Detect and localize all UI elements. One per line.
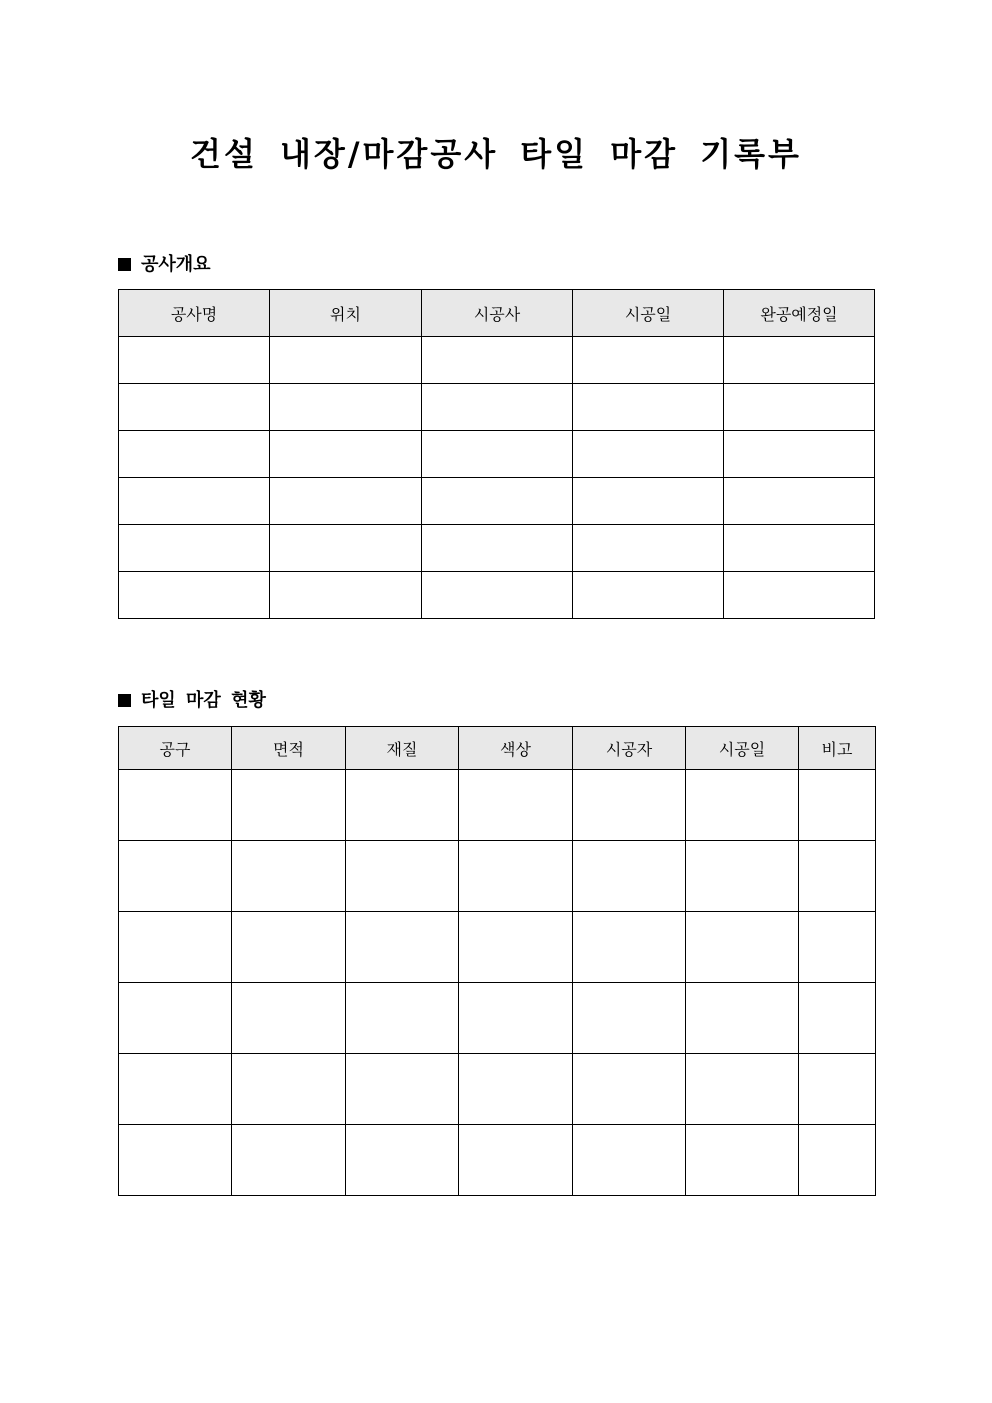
- table-cell[interactable]: [346, 912, 459, 983]
- table-cell[interactable]: [573, 525, 724, 572]
- table-cell[interactable]: [573, 337, 724, 384]
- table-cell[interactable]: [119, 1125, 232, 1196]
- table-cell[interactable]: [232, 983, 346, 1054]
- table-cell[interactable]: [422, 525, 573, 572]
- table-cell[interactable]: [270, 572, 422, 619]
- column-header-section: 공구: [119, 727, 232, 770]
- table-cell[interactable]: [573, 770, 686, 841]
- table-cell[interactable]: [346, 770, 459, 841]
- table-cell[interactable]: [232, 770, 346, 841]
- table-cell[interactable]: [686, 770, 799, 841]
- column-header-construction-date: 시공일: [573, 290, 724, 337]
- table-cell[interactable]: [119, 572, 270, 619]
- table-cell[interactable]: [422, 384, 573, 431]
- document-title: 건설 내장/마감공사 타일 마감 기록부: [190, 135, 802, 173]
- table-cell[interactable]: [799, 770, 876, 841]
- table-cell[interactable]: [346, 1125, 459, 1196]
- table-cell[interactable]: [422, 478, 573, 525]
- column-header-area: 면적: [232, 727, 346, 770]
- table-cell[interactable]: [799, 983, 876, 1054]
- table-cell[interactable]: [346, 1054, 459, 1125]
- table-row: [119, 478, 875, 525]
- table-row: [119, 384, 875, 431]
- column-header-remarks: 비고: [799, 727, 876, 770]
- table-cell[interactable]: [346, 841, 459, 912]
- square-bullet-icon: [118, 694, 131, 707]
- table-row: [119, 1125, 876, 1196]
- table-row: [119, 525, 875, 572]
- table-cell[interactable]: [119, 770, 232, 841]
- column-header-install-date: 시공일: [686, 727, 799, 770]
- tile-finish-status-table: [118, 726, 876, 1196]
- table-cell[interactable]: [686, 1054, 799, 1125]
- table-cell[interactable]: [799, 912, 876, 983]
- table-cell[interactable]: [119, 431, 270, 478]
- table-cell[interactable]: [799, 841, 876, 912]
- table-cell[interactable]: [573, 572, 724, 619]
- table-cell[interactable]: [270, 478, 422, 525]
- table-cell[interactable]: [422, 431, 573, 478]
- table-cell[interactable]: [573, 983, 686, 1054]
- table-cell[interactable]: [119, 384, 270, 431]
- table-cell[interactable]: [686, 983, 799, 1054]
- table-cell[interactable]: [422, 337, 573, 384]
- table-cell[interactable]: [459, 770, 573, 841]
- column-header-project-name: 공사명: [119, 290, 270, 337]
- section-heading-overview: [118, 253, 211, 277]
- project-overview-table: [118, 289, 875, 619]
- section-heading-text: 공사개요: [141, 254, 211, 275]
- section-heading-text: 타일 마감 현황: [141, 690, 266, 711]
- table-cell[interactable]: [232, 1125, 346, 1196]
- table-cell[interactable]: [724, 337, 875, 384]
- table-cell[interactable]: [573, 431, 724, 478]
- table-cell[interactable]: [799, 1054, 876, 1125]
- table-row: [119, 841, 876, 912]
- table-row: [119, 983, 876, 1054]
- table-cell[interactable]: [573, 1125, 686, 1196]
- table-cell[interactable]: [270, 337, 422, 384]
- table-cell[interactable]: [232, 1054, 346, 1125]
- column-header-contractor: 시공사: [422, 290, 573, 337]
- table-header-row: [119, 290, 875, 337]
- table-cell[interactable]: [724, 431, 875, 478]
- table-cell[interactable]: [119, 912, 232, 983]
- table-row: [119, 770, 876, 841]
- table-cell[interactable]: [422, 572, 573, 619]
- section-heading-tile-status: [118, 689, 266, 713]
- column-header-material: 재질: [346, 727, 459, 770]
- table-row: [119, 431, 875, 478]
- square-bullet-icon: [118, 258, 131, 271]
- table-cell[interactable]: [119, 478, 270, 525]
- column-header-installer: 시공자: [573, 727, 686, 770]
- table-row: [119, 1054, 876, 1125]
- table-row: [119, 912, 876, 983]
- table-cell[interactable]: [459, 912, 573, 983]
- table-cell[interactable]: [270, 384, 422, 431]
- table-cell[interactable]: [119, 983, 232, 1054]
- table-cell[interactable]: [573, 478, 724, 525]
- column-header-location: 위치: [270, 290, 422, 337]
- table-header-row: [119, 727, 876, 770]
- table-cell[interactable]: [119, 337, 270, 384]
- table-cell[interactable]: [573, 1054, 686, 1125]
- table-cell[interactable]: [270, 431, 422, 478]
- table-cell[interactable]: [119, 841, 232, 912]
- table-cell[interactable]: [724, 478, 875, 525]
- column-header-color: 색상: [459, 727, 573, 770]
- table-cell[interactable]: [686, 912, 799, 983]
- table-cell[interactable]: [573, 384, 724, 431]
- table-row: [119, 337, 875, 384]
- table-cell[interactable]: [232, 912, 346, 983]
- table-cell[interactable]: [686, 841, 799, 912]
- table-cell[interactable]: [799, 1125, 876, 1196]
- table-cell[interactable]: [232, 841, 346, 912]
- table-cell[interactable]: [686, 1125, 799, 1196]
- table-cell[interactable]: [459, 1054, 573, 1125]
- table-cell[interactable]: [119, 1054, 232, 1125]
- table-cell[interactable]: [119, 525, 270, 572]
- table-cell[interactable]: [270, 525, 422, 572]
- table-cell[interactable]: [573, 912, 686, 983]
- overview-table-body: [119, 337, 875, 619]
- table-cell[interactable]: [459, 983, 573, 1054]
- table-cell[interactable]: [573, 841, 686, 912]
- table-cell[interactable]: [459, 841, 573, 912]
- column-header-completion-date: 완공예정일: [724, 290, 875, 337]
- tile-table-body: [119, 770, 876, 1196]
- table-cell[interactable]: [724, 525, 875, 572]
- table-row: [119, 572, 875, 619]
- table-cell[interactable]: [346, 983, 459, 1054]
- table-cell[interactable]: [459, 1125, 573, 1196]
- table-cell[interactable]: [724, 572, 875, 619]
- table-cell[interactable]: [724, 384, 875, 431]
